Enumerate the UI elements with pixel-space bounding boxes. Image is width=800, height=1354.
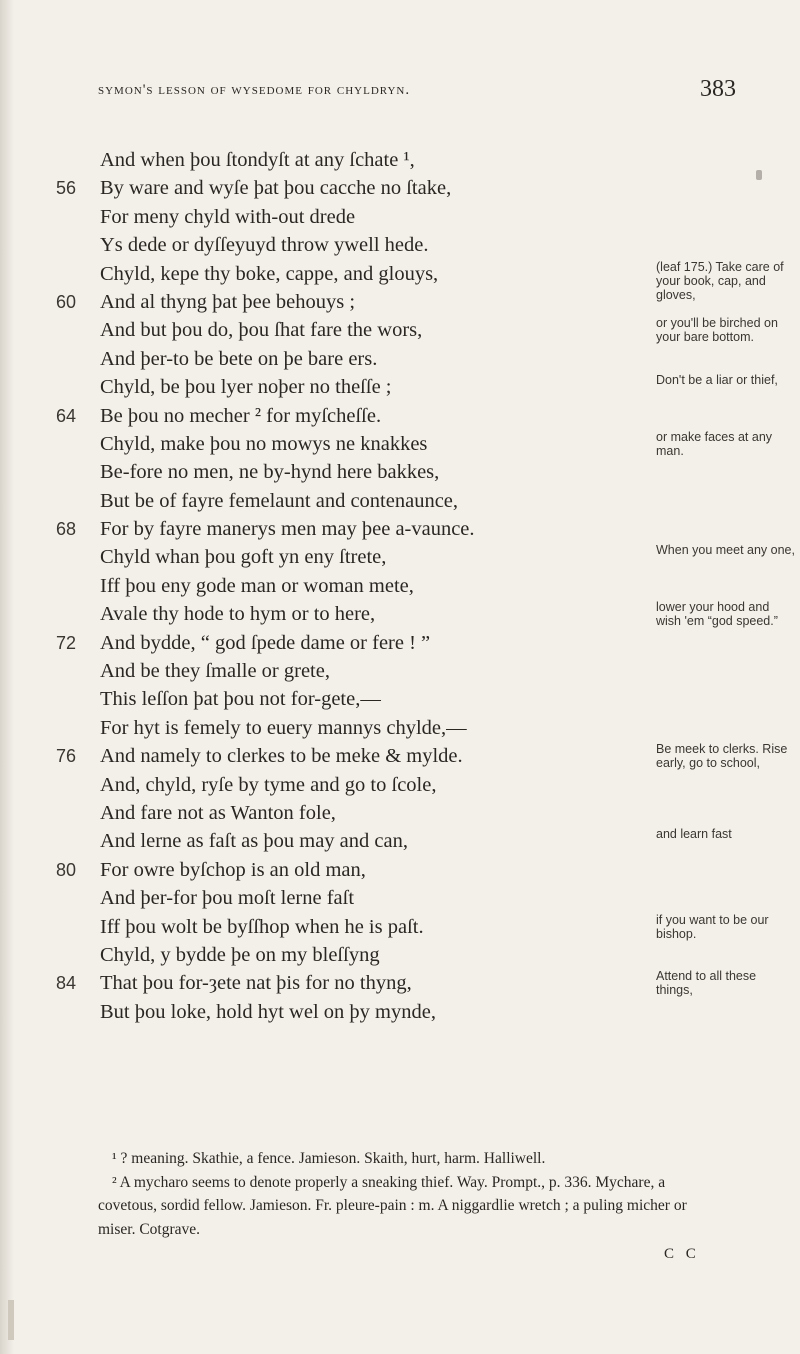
line-text: Be-fore no men, ne by-hynd here bakkes, [100,461,440,484]
line-number: 80 [56,859,77,880]
poem-line [0,458,800,486]
poem-line [0,714,800,742]
line-text: Ys dede or dyſſeyuyd throw ywell hede. [100,234,429,257]
poem-line [0,543,800,571]
poem-line [0,600,800,628]
line-text: By ware and wyſe þat þou cacche no ſtake, [100,177,452,200]
marginal-gloss: Don't be a liar or thief, [656,373,778,388]
poem-line [0,685,800,713]
line-text: And bydde, “ god ſpede dame or fere ! ” [100,631,431,654]
poem-line [0,402,800,430]
line-number: 84 [56,973,77,994]
marginal-gloss: or make faces at any man. [656,429,773,458]
poem-line [0,629,800,657]
page-number: 383 [700,76,736,102]
line-text: But þou loke, hold hyt wel on þy mynde, [100,1000,436,1023]
line-number: 56 [56,178,77,199]
marginal-gloss: and learn fast [656,827,732,842]
line-text: Chyld, kepe thy boke, cappe, and glouys, [100,262,439,285]
line-text: Iff þou eny gode man or woman mete, [100,574,414,597]
line-text: Chyld, y bydde þe on my bleſſyng [100,943,380,966]
line-text: Be þou no mecher ² for myſcheſſe. [100,404,382,427]
line-text: And fare not as Wanton fole, [100,801,336,824]
poem-line [0,941,800,969]
poem-line [0,856,800,884]
line-number: 72 [56,632,77,653]
line-text: And be they ſmalle or grete, [100,660,330,683]
line-number: 64 [56,405,77,426]
line-text: But be of fayre femelaunt and contenaunce, [100,489,459,512]
poem-line [0,288,800,316]
line-text: Chyld, make þou no mowys ne knakkes [100,432,428,455]
poem-line [0,345,800,373]
poem-line [0,203,800,231]
poem-line [0,657,800,685]
poem-line [0,742,800,770]
poem-line [0,146,800,174]
line-text: Chyld, be þou lyer noþer no theſſe ; [100,376,392,399]
poem-line [0,771,800,799]
marginal-gloss: if you want to be our bishop. [656,912,769,941]
line-number: 76 [56,746,77,767]
marginal-gloss: When you meet any one, [656,543,795,558]
line-text: Avale thy hode to hym or to here, [100,603,376,626]
line-text: For owre byſchop is an old man, [100,858,366,881]
poem-line [0,969,800,997]
poem-line [0,572,800,600]
line-text: This leſſon þat þou not for-gete,— [100,688,381,711]
line-number: 68 [56,519,77,540]
poem-line [0,998,800,1026]
poem-line [0,515,800,543]
line-text: And al thyng þat þee behouys ; [100,290,356,313]
line-text: And lerne as faſt as þou may and can, [100,830,408,853]
line-text: For by fayre manerys men may þee a-vaunce. [100,518,475,541]
poem-line [0,487,800,515]
poem-line [0,316,800,344]
line-text: That þou for-ȝete nat þis for no thyng, [100,972,412,995]
marginal-gloss: (leaf 175.) Take care of your book, cap, and gloves, [656,259,784,302]
line-number: 60 [56,291,77,312]
footnotes [98,1147,700,1241]
line-text: And þer-for þou moſt lerne faſt [100,887,355,910]
marginal-gloss: or you'll be birched on your bare bottom. [656,316,778,345]
line-text: And þer-to be bete on þe bare ers. [100,347,378,370]
marginal-gloss: lower your hood and wish 'em “god speed.” [656,600,778,629]
signature-mark: C C [664,1246,700,1262]
poem-line [0,430,800,458]
poem-line [0,373,800,401]
poem-line [0,913,800,941]
line-text: And but þou do, þou ſhat fare the wors, [100,319,423,342]
margin-mark [8,1300,14,1340]
poem-line [0,884,800,912]
line-text: For hyt is femely to euery mannys chylde,— [100,716,467,739]
marginal-gloss: Be meek to clerks. Rise early, go to school, [656,742,788,771]
poem-line [0,799,800,827]
footnote: ² A mycharo seems to denote properly a sneaking thief. Way. Prompt., p. 336. Mychare, a covetous, sordid fellow. Jamieson. Fr. pleure-pain : m. A niggardlie wretch ; a puling micher or miser. Cotgrave. [98,1173,687,1238]
running-head: symon's lesson of wysedome for chyldryn. [98,82,411,98]
line-text: Chyld whan þou goft yn eny ſtrete, [100,546,387,569]
poem-line [0,174,800,202]
line-text: And when þou ſtondyſt at any ſchate ¹, [100,149,415,171]
line-text: Iff þou wolt be byſſhop when he is paſt. [100,915,424,938]
poem-line [0,231,800,259]
line-text: And, chyld, ryſe by tyme and go to ſcole, [100,773,437,796]
footnote: ¹ ? meaning. Skathie, a fence. Jamieson. Skaith, hurt, harm. Halliwell. [112,1150,546,1167]
line-text: For meny chyld with-out drede [100,205,356,228]
poem-line [0,827,800,855]
marginal-gloss: Attend to all these things, [656,969,757,998]
line-text: And namely to clerkes to be meke & mylde. [100,745,463,768]
page-header [0,76,800,122]
poem-body [0,146,800,1026]
